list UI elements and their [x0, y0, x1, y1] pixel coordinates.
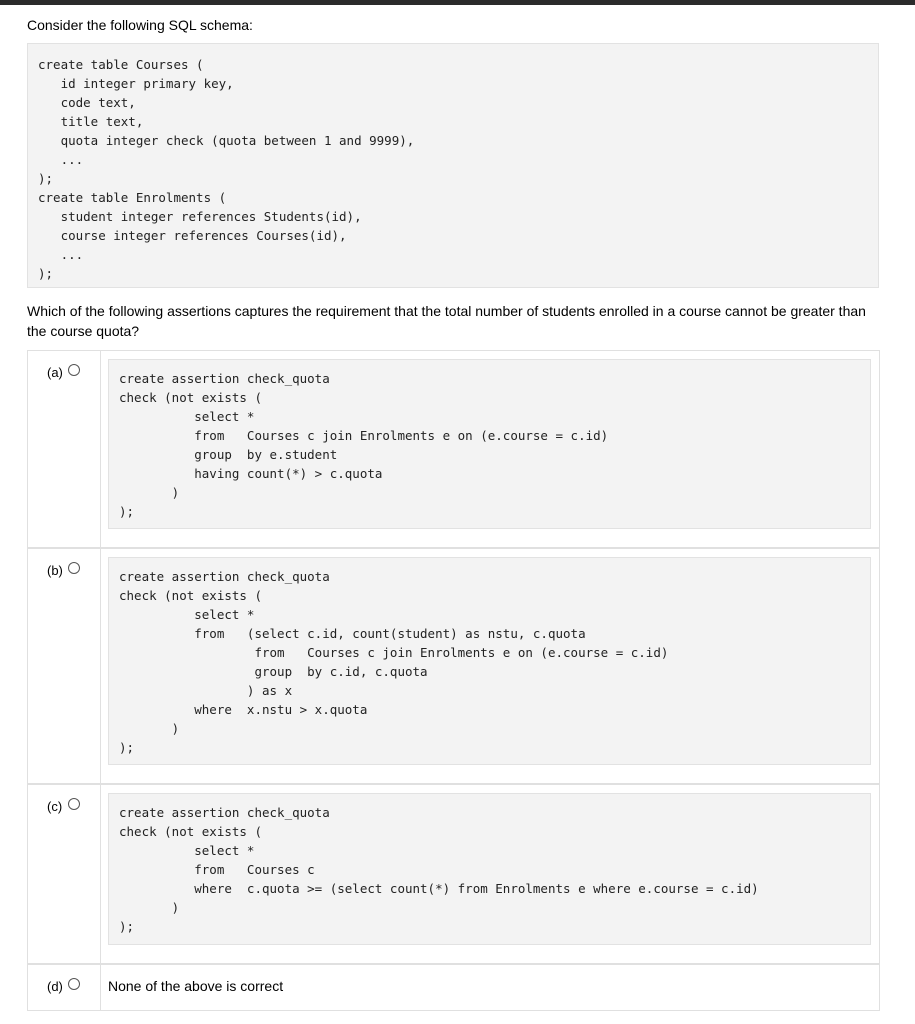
- question-text: Which of the following assertions captures the requirement that the total number of students enrolled in a course cannot be greater than the course quota?: [27, 303, 866, 339]
- option-b[interactable]: [27, 548, 880, 784]
- option-c[interactable]: [27, 784, 880, 964]
- option-c-code-block: [108, 793, 871, 945]
- option-label: (c): [47, 799, 63, 814]
- intro-text: Consider the following SQL schema:: [27, 17, 253, 33]
- option-c-code: create assertion check_quota check (not exists ( select * from Courses c where c.quota >= (select count(*) from Enrolments e where e.course = c.id) ) );: [119, 805, 759, 934]
- option-label: (d): [47, 979, 63, 994]
- option-d[interactable]: [27, 964, 880, 1011]
- option-d-radio[interactable]: [68, 978, 80, 990]
- option-c-radio[interactable]: [68, 798, 80, 810]
- schema-code-block: [27, 43, 879, 288]
- option-a-radio[interactable]: [68, 364, 80, 376]
- option-label: (a): [47, 365, 63, 380]
- option-label: (b): [47, 563, 63, 578]
- option-b-code: create assertion check_quota check (not exists ( select * from (select c.id, count(student) as nstu, c.quota from Courses c join Enrolments e on (e.course = c.id) group by c.id, c.quota ) as x where x.nstu > x.quota ) );: [119, 569, 669, 755]
- option-a-code: create assertion check_quota check (not exists ( select * from Courses c join Enrolments e on (e.course = c.id) group by e.student having count(*) > c.quota ) );: [119, 371, 609, 519]
- option-b-radio[interactable]: [68, 562, 80, 574]
- schema-code: create table Courses ( id integer primary key, code text, title text, quota integer check (quota between 1 and 9999), ... ); create table Enrolments ( student integer references Students(id), course integer references Courses(id), ... );: [38, 57, 415, 281]
- top-border: [0, 0, 915, 5]
- option-a[interactable]: [27, 350, 880, 548]
- option-b-code-block: [108, 557, 871, 765]
- option-a-code-block: [108, 359, 871, 529]
- option-d-text: None of the above is correct: [108, 978, 284, 994]
